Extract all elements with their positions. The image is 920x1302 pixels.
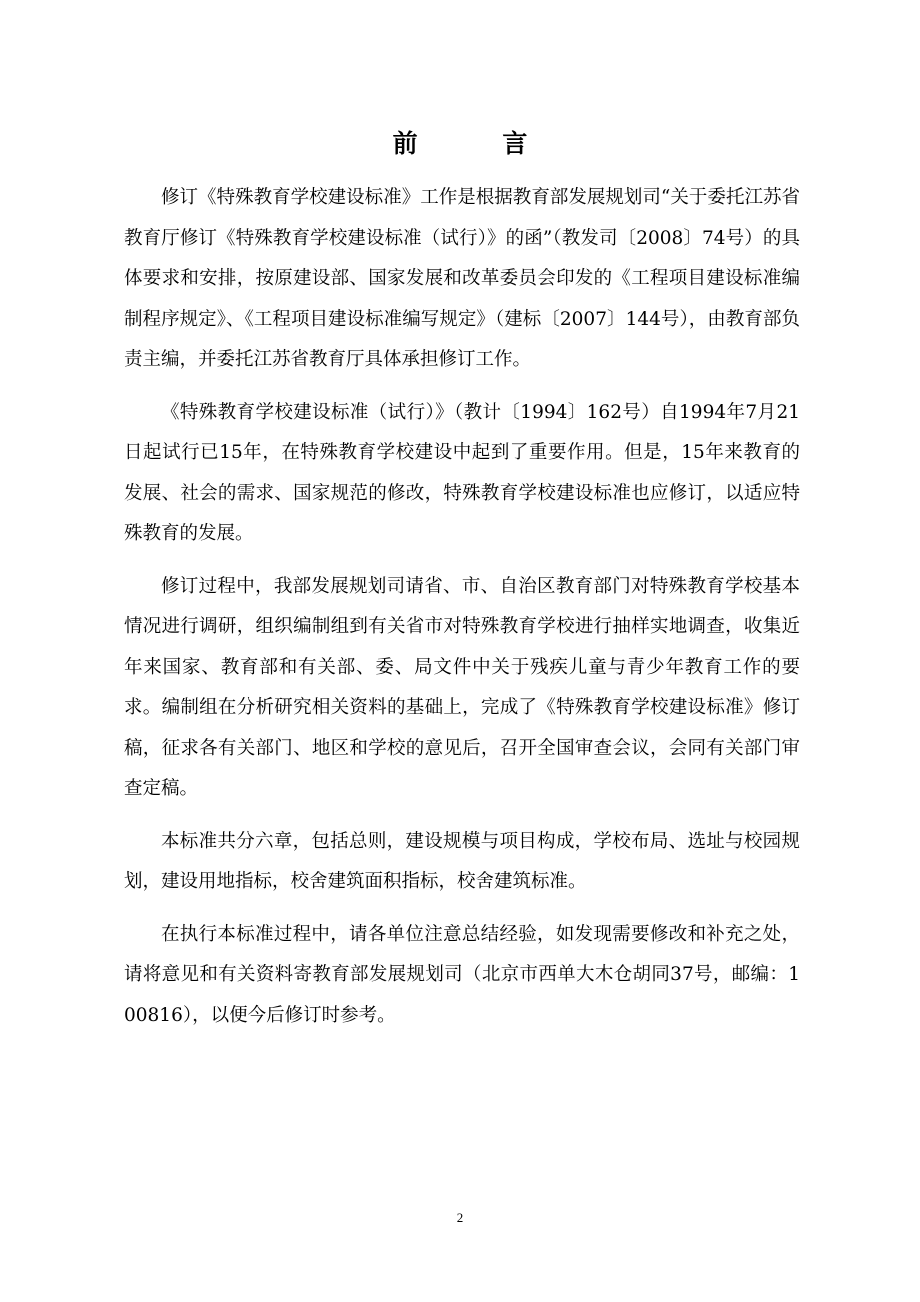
- preface-body: [124, 178, 800, 1048]
- paragraph-5: 在执行本标准过程中，请各单位注意总结经验，如发现需要修改和补充之处，请将意见和有关资料寄教育部发展规划司（北京市西单大木仓胡同37号，邮编：100816），以便今后修订时参考。: [124, 923, 800, 1026]
- page-title: 前 言: [392, 129, 566, 158]
- paragraph-1: 修订《特殊教育学校建设标准》工作是根据教育部发展规划司“关于委托江苏省教育厅修订《特殊教育学校建设标准（试行）》的函”（教发司〔2008〕74号）的具体要求和安排，按原建设部、国家发展和改革委员会印发的《工程项目建设标准编制程序规定》、《工程项目建设标准编写规定》（建标〔2007〕144号），由教育部负责主编，并委托江苏省教育厅具体承担修订工作。: [124, 187, 800, 370]
- paragraph-3: 修订过程中，我部发展规划司请省、市、自治区教育部门对特殊教育学校基本情况进行调研，组织编制组到有关省市对特殊教育学校进行抽样实地调查，收集近年来国家、教育部和有关部、委、局文件中关于残疾儿童与青少年教育工作的要求。编制组在分析研究相关资料的基础上，完成了《特殊教育学校建设标准》修订稿，征求各有关部门、地区和学校的意见后，召开全国审查会议，会同有关部门审查定稿。: [124, 575, 800, 799]
- paragraph-2: 《特殊教育学校建设标准（试行）》（教计〔1994〕162号）自1994年7月21日起试行已15年，在特殊教育学校建设中起到了重要作用。但是，15年来教育的发展、社会的需求、国家规范的修改，特殊教育学校建设标准也应修订，以适应特殊教育的发展。: [124, 401, 800, 544]
- paragraph-4: 本标准共分六章，包括总则，建设规模与项目构成，学校布局、选址与校园规划，建设用地指标，校舍建筑面积指标，校舍建筑标准。: [124, 830, 800, 892]
- page-number: 2: [456, 1210, 464, 1225]
